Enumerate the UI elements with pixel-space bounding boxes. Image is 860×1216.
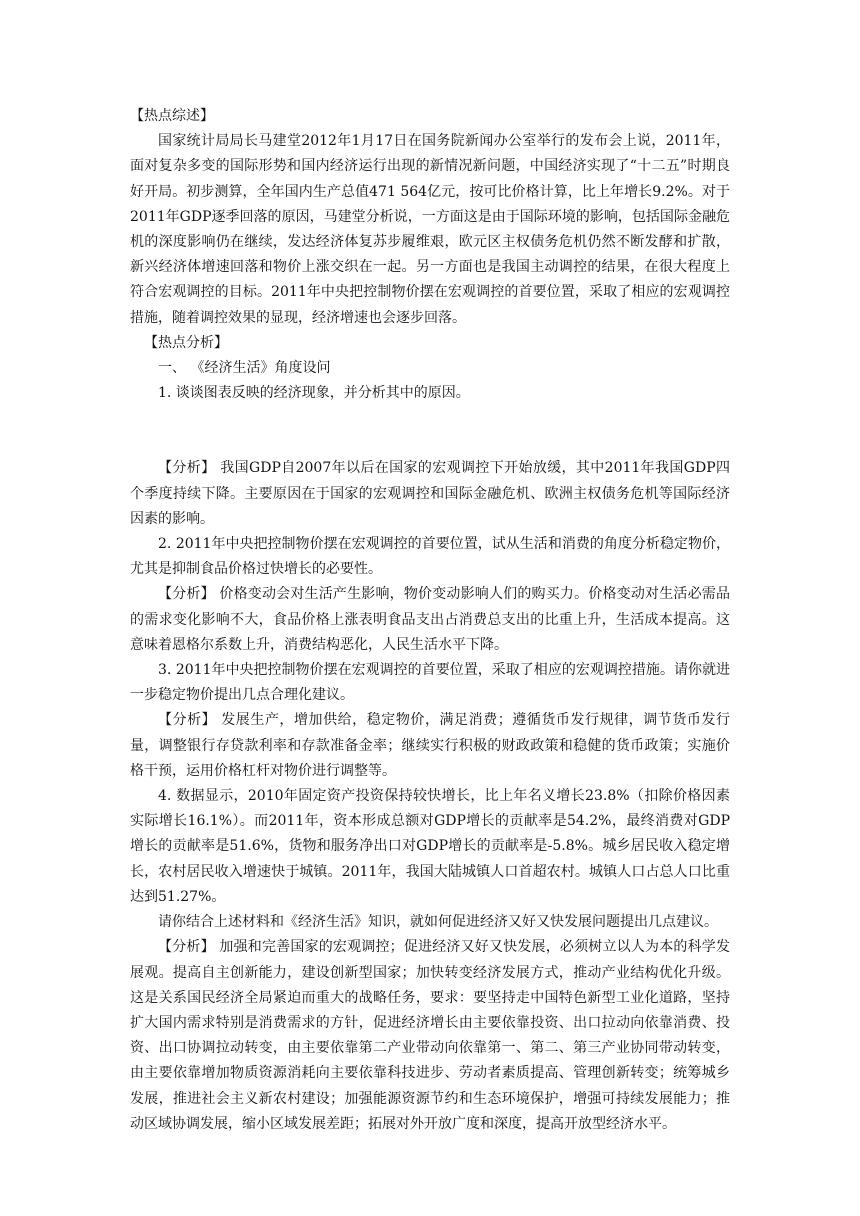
answer-1: 【分析】 我国GDP自2007年以后在国家的宏观调控下开始放缓，其中2011年我国GDP四个季度持续下降。主要原因在于国家的宏观调控和国际金融危机、欧洲主权债务危机等国际经济因素的影响。 <box>130 460 730 527</box>
overview-heading: 【热点综述】 <box>130 108 214 124</box>
document-body <box>130 104 730 1137</box>
overview-paragraph: 国家统计局局长马建堂2012年1月17日在国务院新闻办公室举行的发布会上说，2011年，面对复杂多变的国际形势和国内经济运行出现的新情况新问题，中国经济实现了“十二五”时期良好开局。初步测算，全年国内生产总值471 564亿元，按可比价格计算，比上年增长9.2%。对于2011年GDP逐季回落的原因，马建堂分析说，一方面这是由于国际环境的影响，包括国际金融危机的深度影响仍在继续，发达经济体复苏步履维艰，欧元区主权债务危机仍然不断发酵和扩散，新兴经济体增速回落和物价上涨交织在一起。另一方面也是我国主动调控的结果，在很大程度上符合宏观调控的目标。2011年中央把控制物价摆在宏观调控的首要位置，采取了相应的宏观调控措施，随着调控效果的显现，经济增速也会逐步回落。 <box>130 133 730 326</box>
question-2: 2. 2011年中央把控制物价摆在宏观调控的首要位置，试从生活和消费的角度分析稳定物价，尤其是抑制食品价格过快增长的必要性。 <box>130 536 730 578</box>
analysis-heading: 【热点分析】 <box>144 334 228 351</box>
question-4: 4. 数据显示，2010年固定资产投资保持较快增长，比上年名义增长23.8%（扣除价格因素实际增长16.1%）。而2011年，资本形成总额对GDP增长的贡献率是54.2%，最终消费对GDP增长的贡献率是51.6%，货物和服务净出口对GDP增长的贡献率是-5.8%。城乡居民收入稳定增长，农村居民收入增速快于城镇。2011年，我国大陆城镇人口首超农村。城镇人口占总人口比重达到51.27%。 <box>130 788 730 905</box>
question-1: 1. 谈谈图表反映的经济现象，并分析其中的原因。 <box>158 385 470 402</box>
chart-placeholder-gap <box>130 406 730 456</box>
answer-3: 【分析】 发展生产，增加供给，稳定物价，满足消费；遵循货币发行规律，调节货币发行量，调整银行存贷款利率和存款准备金率；继续实行积极的财政政策和稳健的货币政策；实施价格干预，运用价格杠杆对物价进行调整等。 <box>130 712 730 779</box>
section-one-heading: 一、 《经济生活》角度设问 <box>158 360 331 377</box>
answer-2: 【分析】 价格变动会对生活产生影响，物价变动影响人们的购买力。价格变动对生活必需品的需求变化影响不大，食品价格上涨表明食品支出占消费总支出的比重上升，生活成本提高。这意味着恩格尔系数上升，消费结构恶化，人民生活水平下降。 <box>130 586 730 653</box>
question-3: 3. 2011年中央把控制物价摆在宏观调控的首要位置，采取了相应的宏观调控措施。请你就进一步稳定物价提出几点合理化建议。 <box>130 662 730 704</box>
question-4-prompt: 请你结合上述材料和《经济生活》知识，就如何促进经济又好又快发展问题提出几点建议。 <box>158 914 718 931</box>
answer-4: 【分析】 加强和完善国家的宏观调控；促进经济又好又快发展，必须树立以人为本的科学发展观。提高自主创新能力，建设创新型国家；加快转变经济发展方式，推动产业结构优化升级。这是关系国民经济全局紧迫而重大的战略任务，要求：要坚持走中国特色新型工业化道路，坚持扩大国内需求特别是消费需求的方针，促进经济增长由主要依靠投资、出口拉动向依靠消费、投资、出口协调拉动转变，由主要依靠第二产业带动向依靠第一、第二、第三产业协同带动转变，由主要依靠增加物质资源消耗向主要依靠科技进步、劳动者素质提高、管理创新转变；统筹城乡发展，推进社会主义新农村建设；加强能源资源节约和生态环境保护，增强可持续发展能力；推动区域协调发展，缩小区域发展差距；拓展对外开放广度和深度，提高开放型经济水平。 <box>130 939 730 1132</box>
